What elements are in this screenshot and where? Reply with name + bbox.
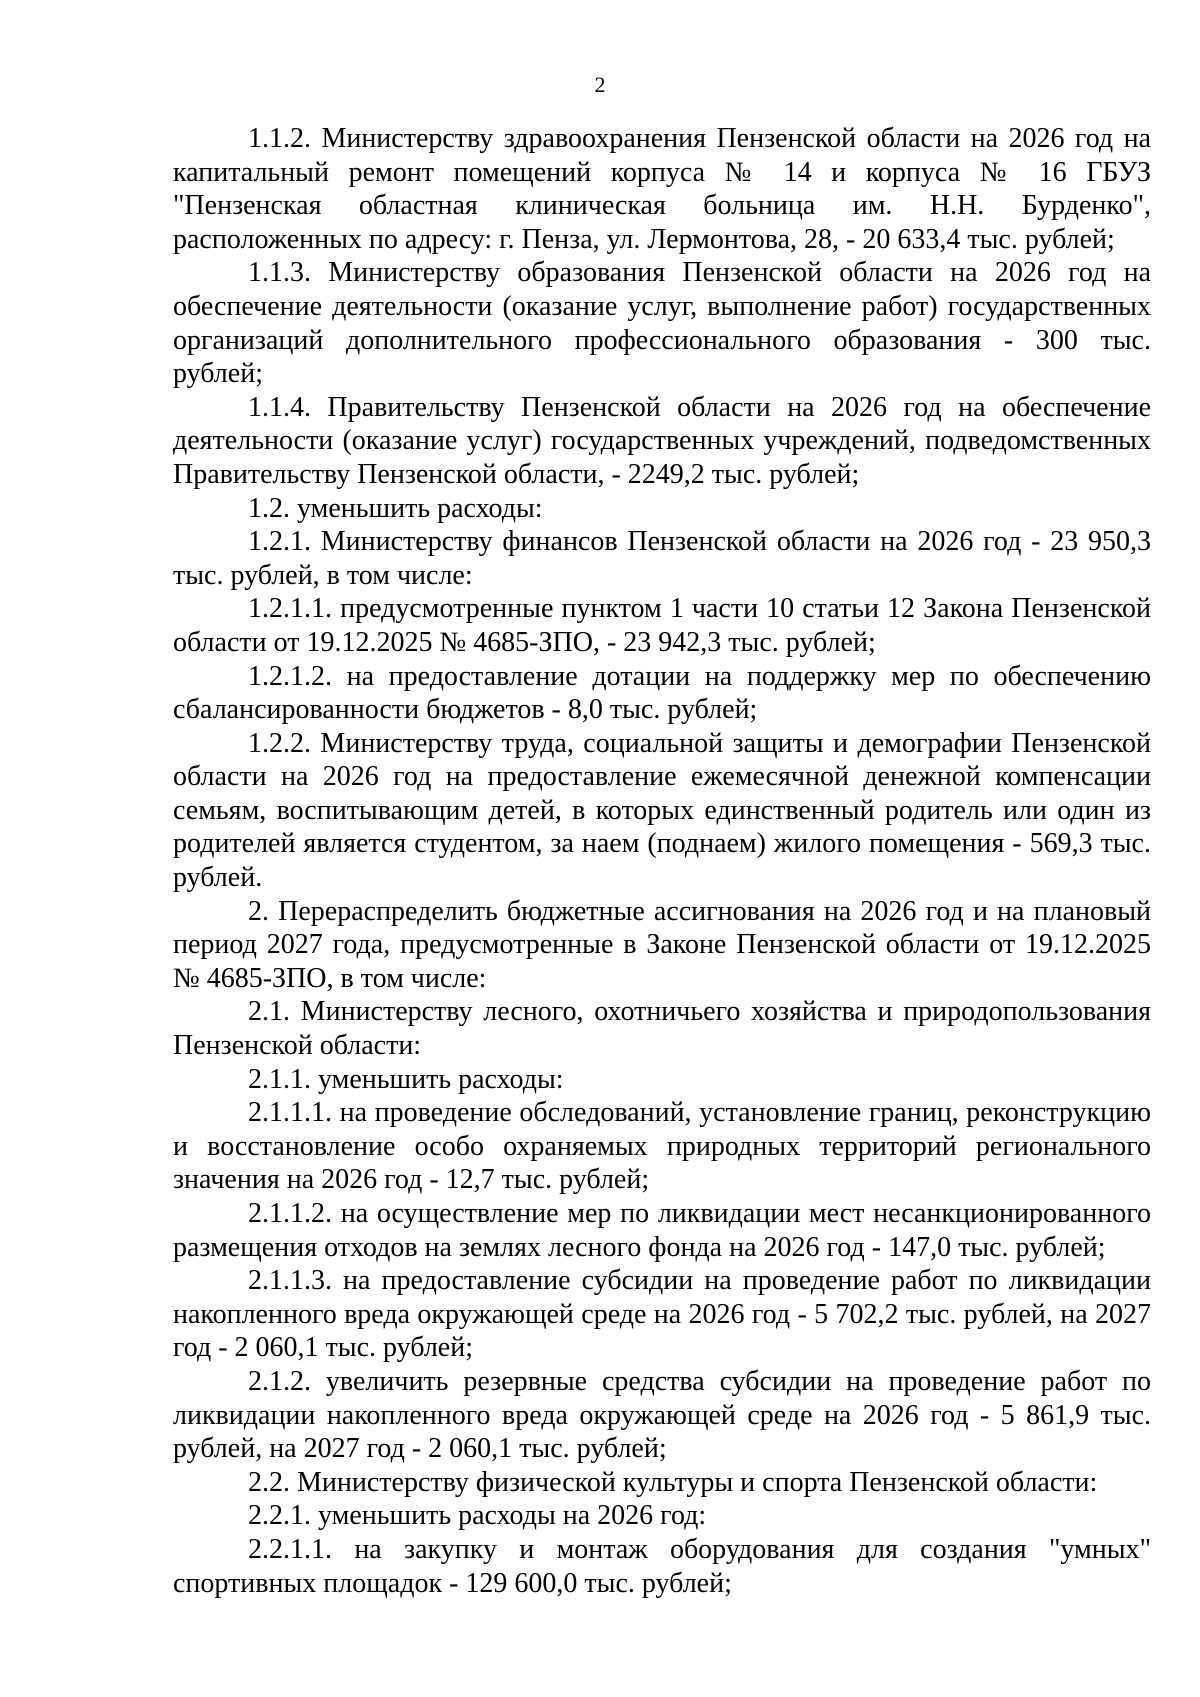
paragraph-1-1-4: 1.1.4. Правительству Пензенской области на 2026 год на обеспечение деятельности (оказание услуг) государственных учреждений, подведомственных Правительству Пензенской области, - 2249,2 тыс. рублей; bbox=[173, 391, 1151, 490]
paragraph-2-1-2: 2.1.2. увеличить резервные средства субсидии на проведение работ по ликвидации накопленного вреда окружающей среде на 2026 год - 5 861,9 тыс. рублей, на 2027 год - 2 060,1 тыс. рублей; bbox=[173, 1365, 1151, 1465]
paragraph-2-2-1: 2.2.1. уменьшить расходы на 2026 год: bbox=[248, 1500, 707, 1532]
paragraph-2-1-1: 2.1.1. уменьшить расходы: bbox=[248, 1063, 564, 1095]
paragraph-1-2-1-2: 1.2.1.2. на предоставление дотации на поддержку мер по обеспечению сбалансированности бюджетов - 8,0 тыс. рублей; bbox=[173, 660, 1151, 726]
paragraph-1-2: 1.2. уменьшить расходы: bbox=[248, 492, 543, 524]
paragraph-1-1-2: 1.1.2. Министерству здравоохранения Пензенской области на 2026 год на капитальный ремонт помещений корпуса № 14 и корпуса № 16 ГБУЗ "Пензенская областная клиническая больница им. Н.Н. Бурденко", расположенных по адресу: г. Пенза, ул. Лермонтова, 28, - 20 633,4 тыс. рублей; bbox=[173, 123, 1151, 255]
page-number: 2 bbox=[594, 72, 606, 97]
paragraph-2-1-1-1: 2.1.1.1. на проведение обследований, установление границ, реконструкцию и восстановление особо охраняемых природных территорий регионального значения на 2026 год - 12,7 тыс. рублей; bbox=[173, 1097, 1151, 1196]
paragraph-2-2-1-1: 2.2.1.1. на закупку и монтаж оборудования для создания "умных" спортивных площадок - 129 600,0 тыс. рублей; bbox=[173, 1533, 1151, 1599]
paragraph-2-1-1-3: 2.1.1.3. на предоставление субсидии на проведение работ по ликвидации накопленного вреда окружающей среде на 2026 год - 5 702,2 тыс. рублей, на 2027 год - 2 060,1 тыс. рублей; bbox=[173, 1265, 1151, 1364]
paragraph-2-2: 2.2. Министерству физической культуры и спорта Пензенской области: bbox=[248, 1466, 1098, 1498]
paragraph-1-2-1: 1.2.1. Министерству финансов Пензенской области на 2026 год - 23 950,3 тыс. рублей, в том числе: bbox=[173, 526, 1151, 591]
document-body bbox=[173, 122, 1151, 1600]
paragraph-2: 2. Перераспределить бюджетные ассигнования на 2026 год и на плановый период 2027 года, предусмотренные в Законе Пензенской области от 19.12.2025 № 4685-ЗПО, в том числе: bbox=[173, 895, 1151, 994]
paragraph-2-1-1-2: 2.1.1.2. на осуществление мер по ликвидации мест несанкционированного размещения отходов на землях лесного фонда на 2026 год - 147,0 тыс. рублей; bbox=[173, 1198, 1151, 1263]
paragraph-1-1-3: 1.1.3. Министерству образования Пензенской области на 2026 год на обеспечение деятельности (оказание услуг, выполнение работ) государственных организаций дополнительного профессионального образования - 300 тыс. рублей; bbox=[173, 257, 1151, 390]
paragraph-2-1: 2.1. Министерству лесного, охотничьего хозяйства и природопользования Пензенской области: bbox=[173, 996, 1151, 1062]
paragraph-1-2-2: 1.2.2. Министерству труда, социальной защиты и демографии Пензенской области на 2026 год на предоставление ежемесячной денежной компенсации семьям, воспитывающим детей, в которых единственный родитель или один из родителей является студентом, за наем (поднаем) жилого помещения - 569,3 тыс. рублей. bbox=[173, 727, 1151, 894]
paragraph-1-2-1-1: 1.2.1.1. предусмотренные пунктом 1 части 10 статьи 12 Закона Пензенской области от 19.12.2025 № 4685-ЗПО, - 23 942,3 тыс. рублей; bbox=[173, 593, 1151, 658]
